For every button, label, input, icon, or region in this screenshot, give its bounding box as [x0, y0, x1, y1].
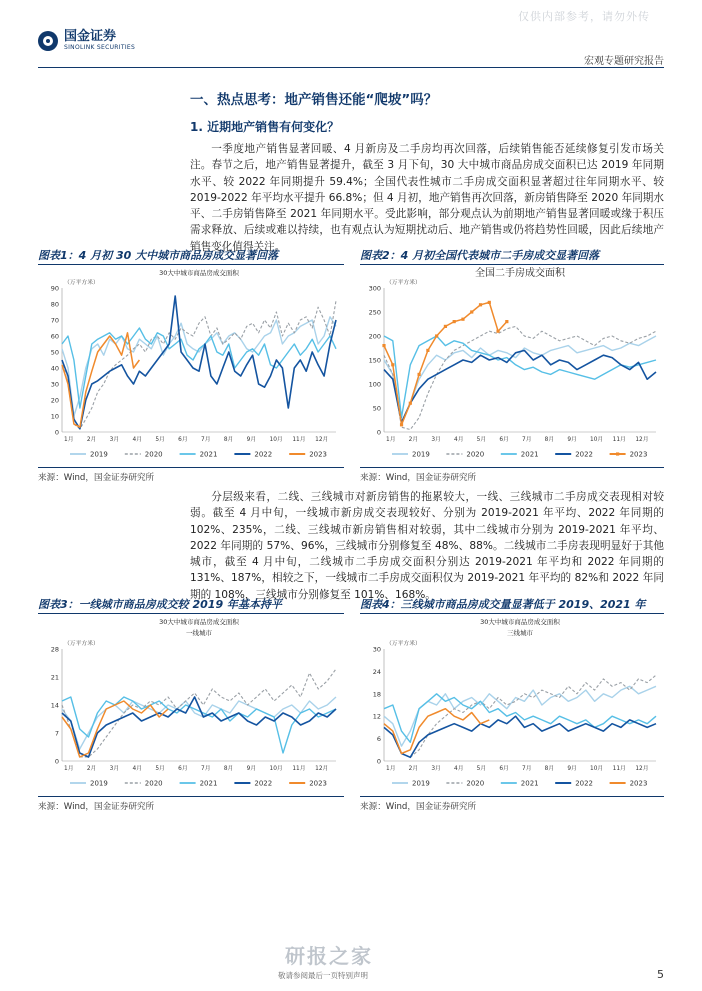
y-tick-label: 21 [50, 673, 59, 682]
chart-title: 30大中城市商品房成交面积 [480, 618, 560, 626]
figure-3-rule [38, 613, 344, 614]
series-marker-2023 [409, 402, 412, 405]
y-tick-label: 150 [368, 356, 381, 365]
y-tick-label: 30 [372, 645, 381, 654]
x-tick-label: 9月 [246, 437, 257, 443]
footer-disclaimer: 敬请参阅最后一页特别声明 [278, 971, 368, 980]
paragraph-1: 一季度地产销售显著回暖、4 月新房及二手房均再次回落，后续销售能否延续修复引发市场关注。春节之后，地产销售显著提升，截至 3 月下旬，30 大中城市商品房成交面积已达 2019 年同期水平、较 2022 年同期提升 59.4%；全国代表性城市二手房成交面积显著超过往年同期水平、较 2019-2022 年平均水平提升 66.8%；但 4 月初，地产销售再次回落，新房销售降至 2020 年同期水平、二手房销售降至 2021 年同期水平。受此影响，部分观点认为前期地产销售显著回暖或缘于积压需求释放、后续或难以持续，也有观点认为短期扰动后、地产销售或仍将趋势性回暖，因此后续地产销售变化值得关注。 [190, 143, 664, 253]
figure-2-bottom-rule [360, 467, 664, 468]
x-tick-label: 11月 [292, 437, 306, 443]
y-axis-label: （万平方米） [64, 280, 99, 286]
legend-marker-2023 [616, 452, 619, 455]
series-line-2022 [384, 716, 656, 757]
y-tick-label: 18 [372, 690, 381, 699]
figure-1-rule [38, 264, 344, 265]
x-tick-label: 2月 [408, 766, 419, 772]
x-tick-label: 4月 [132, 437, 142, 443]
series-marker-2023 [496, 330, 499, 333]
legend-label-2021: 2021 [520, 779, 539, 788]
x-tick-label: 7月 [522, 437, 532, 443]
x-tick-label: 12月 [315, 766, 329, 772]
figure-3-chart [38, 615, 344, 795]
x-tick-label: 1月 [386, 766, 396, 772]
x-tick-label: 5月 [155, 766, 165, 772]
x-tick-label: 2月 [86, 437, 97, 443]
series-marker-2023 [391, 363, 394, 366]
x-tick-label: 6月 [178, 766, 188, 772]
series-marker-2023 [417, 373, 420, 376]
legend-label-2022: 2022 [254, 450, 273, 459]
legend-label-2020: 2020 [466, 779, 485, 788]
series-line-2020 [62, 301, 336, 429]
y-axis-label: （万平方米） [386, 641, 421, 647]
paragraph-2: 分层级来看，二线、三线城市对新房销售的拖累较大，一线、三线城市二手房成交表现相对较弱。截至 4 月中旬，一线城市新房成交表现较好、分别为 2019-2021 年平均、2022 年同期的 102%、235%，二线、三线城市新房销售相对较弱，其中二线城市分别为 2019-2021 年平均、2022 年同期的 57%、96%，三线城市分别修复至 48%、88%。二线城市二手房表现明显好于其他城市，截至 4 月中旬，二线城市二手房成交面积分别达 2019-2021 年平均和 2022 年同期的 131%、187%，相较之下，一线城市二手房成交面积仅为 2019-2021 年平均的 82%和 2022 年同期的 108%，三线城市分别修复至 101%、168%。 [190, 491, 664, 601]
x-tick-label: 11月 [612, 437, 626, 443]
figure-4-source: 来源：Wind，国金证券研究所 [360, 802, 477, 812]
x-tick-label: 7月 [522, 766, 532, 772]
legend-label-2019: 2019 [412, 450, 430, 459]
legend-label-2021: 2021 [199, 779, 218, 788]
figure-3-title: 图表3：一线城市商品房成交较 2019 年基本持平 [38, 598, 282, 611]
x-tick-label: 8月 [544, 766, 555, 772]
figure-4-chart [360, 615, 664, 795]
series-line-2019 [384, 336, 656, 422]
y-tick-label: 70 [50, 316, 59, 325]
series-line-2021 [384, 336, 656, 418]
legend-label-2019: 2019 [90, 450, 108, 459]
x-tick-label: 2月 [86, 766, 97, 772]
y-tick-label: 50 [372, 404, 381, 413]
chart-title: 30大中城市商品房成交面积 [159, 269, 239, 277]
y-tick-label: 28 [50, 645, 59, 654]
y-tick-label: 90 [50, 284, 59, 293]
header-divider [38, 67, 664, 68]
figure-3-source: 来源：Wind，国金证券研究所 [38, 802, 155, 812]
y-tick-label: 10 [50, 412, 59, 421]
legend-label-2019: 2019 [90, 779, 108, 788]
figure-3-bottom-rule [38, 796, 344, 797]
y-tick-label: 200 [368, 332, 381, 341]
legend-label-2020: 2020 [144, 450, 163, 459]
y-tick-label: 0 [54, 757, 59, 766]
y-tick-label: 6 [376, 735, 381, 744]
y-tick-label: 60 [50, 332, 59, 341]
series-line-2023 [384, 302, 507, 424]
series-marker-2023 [444, 325, 447, 328]
page-number: 5 [657, 968, 664, 981]
y-tick-label: 24 [372, 667, 381, 676]
figure-2-title: 图表2：4 月初全国代表城市二手房成交显著回落 [360, 249, 600, 262]
x-tick-label: 11月 [292, 766, 306, 772]
legend-label-2022: 2022 [575, 779, 594, 788]
x-tick-label: 5月 [476, 437, 487, 443]
legend-label-2022: 2022 [575, 450, 594, 459]
figure-2-source: 来源：Wind，国金证券研究所 [360, 473, 477, 483]
y-tick-label: 100 [368, 380, 381, 389]
footer-watermark: 研报之家 [285, 944, 373, 968]
y-tick-label: 0 [376, 757, 381, 766]
figure-1-bottom-rule [38, 467, 344, 468]
y-tick-label: 14 [50, 701, 59, 710]
x-tick-label: 9月 [567, 766, 577, 772]
series-line-2021 [384, 694, 656, 743]
x-tick-label: 12月 [635, 437, 649, 443]
chart-title: 全国二手房成交面积 [475, 268, 565, 279]
figure-4-rule [360, 613, 664, 614]
series-marker-2023 [470, 310, 473, 313]
x-tick-label: 3月 [109, 766, 120, 772]
sub-title: 1. 近期地产销售有何变化？ [190, 120, 340, 134]
y-tick-label: 50 [50, 348, 59, 357]
legend-label-2020: 2020 [466, 450, 485, 459]
legend-label-2023: 2023 [629, 779, 648, 788]
x-tick-label: 2月 [408, 437, 419, 443]
x-tick-label: 4月 [454, 766, 464, 772]
x-tick-label: 5月 [155, 437, 165, 443]
chart-title: 30大中城市商品房成交面积 [159, 618, 239, 626]
x-tick-label: 1月 [386, 437, 396, 443]
chart-subtitle: 一线城市 [186, 629, 212, 637]
x-tick-label: 5月 [476, 766, 487, 772]
report-type: 宏观专题研究报告 [584, 56, 664, 67]
x-tick-label: 8月 [223, 766, 234, 772]
x-tick-label: 6月 [499, 437, 509, 443]
x-tick-label: 1月 [64, 766, 74, 772]
figure-2-chart [360, 266, 664, 466]
x-tick-label: 8月 [544, 437, 555, 443]
legend-label-2023: 2023 [309, 779, 328, 788]
x-tick-label: 1月 [64, 437, 74, 443]
logo-icon [38, 31, 58, 51]
series-marker-2023 [426, 349, 429, 352]
series-marker-2023 [400, 423, 403, 426]
x-tick-label: 6月 [178, 437, 188, 443]
y-axis-label: （万平方米） [64, 641, 99, 647]
y-axis-label: （万平方米） [386, 280, 421, 286]
legend-label-2022: 2022 [254, 779, 273, 788]
series-marker-2023 [505, 320, 508, 323]
figure-4-bottom-rule [360, 796, 664, 797]
x-tick-label: 11月 [612, 766, 626, 772]
series-marker-2023 [479, 303, 482, 306]
legend-label-2023: 2023 [629, 450, 648, 459]
x-tick-label: 8月 [223, 437, 234, 443]
y-tick-label: 30 [50, 380, 59, 389]
y-tick-label: 80 [50, 300, 59, 309]
figure-2-rule [360, 264, 664, 265]
x-tick-label: 10月 [269, 437, 283, 443]
logo-en: SINOLINK SECURITIES [64, 44, 136, 51]
x-tick-label: 10月 [590, 766, 604, 772]
series-line-2020 [62, 669, 336, 757]
series-marker-2023 [382, 344, 385, 347]
y-tick-label: 0 [54, 428, 59, 437]
x-tick-label: 12月 [635, 766, 649, 772]
series-marker-2023 [488, 301, 491, 304]
x-tick-label: 6月 [499, 766, 509, 772]
y-tick-label: 12 [372, 712, 381, 721]
company-logo [38, 30, 135, 51]
legend-label-2021: 2021 [199, 450, 218, 459]
section-title: 一、热点思考：地产销售还能“爬坡”吗？ [190, 92, 438, 108]
x-tick-label: 9月 [567, 437, 577, 443]
figure-1-title: 图表1：4 月初 30 大中城市商品房成交显著回落 [38, 249, 279, 262]
figure-1-source: 来源：Wind，国金证券研究所 [38, 473, 155, 483]
x-tick-label: 7月 [201, 437, 211, 443]
y-tick-label: 7 [54, 729, 59, 738]
y-tick-label: 20 [50, 396, 59, 405]
x-tick-label: 9月 [246, 766, 257, 772]
figure-1-chart [38, 266, 344, 466]
x-tick-label: 4月 [132, 766, 142, 772]
series-marker-2023 [453, 320, 456, 323]
series-marker-2023 [461, 318, 464, 321]
top-watermark: 仅供内部参考，请勿外传 [518, 10, 650, 23]
legend-label-2019: 2019 [412, 779, 430, 788]
legend-label-2020: 2020 [144, 779, 163, 788]
series-marker-2023 [435, 334, 438, 337]
y-tick-label: 40 [50, 364, 59, 373]
chart-subtitle: 三线城市 [507, 629, 533, 637]
y-tick-label: 0 [376, 428, 381, 437]
x-tick-label: 3月 [431, 437, 441, 443]
y-tick-label: 300 [368, 284, 381, 293]
x-tick-label: 12月 [315, 437, 329, 443]
y-tick-label: 250 [368, 308, 381, 317]
x-tick-label: 10月 [269, 766, 283, 772]
figure-4-title: 图表4：三线城市商品房成交量显著低于 2019、2021 年 [360, 598, 646, 611]
series-line-2022 [62, 296, 336, 429]
legend-label-2021: 2021 [520, 450, 539, 459]
series-line-2022 [384, 350, 656, 422]
x-tick-label: 4月 [454, 437, 464, 443]
x-tick-label: 3月 [109, 437, 120, 443]
logo-cn: 国金证券 [64, 29, 117, 44]
x-tick-label: 3月 [431, 766, 441, 772]
legend-label-2023: 2023 [309, 450, 328, 459]
x-tick-label: 10月 [590, 437, 604, 443]
x-tick-label: 7月 [201, 766, 211, 772]
